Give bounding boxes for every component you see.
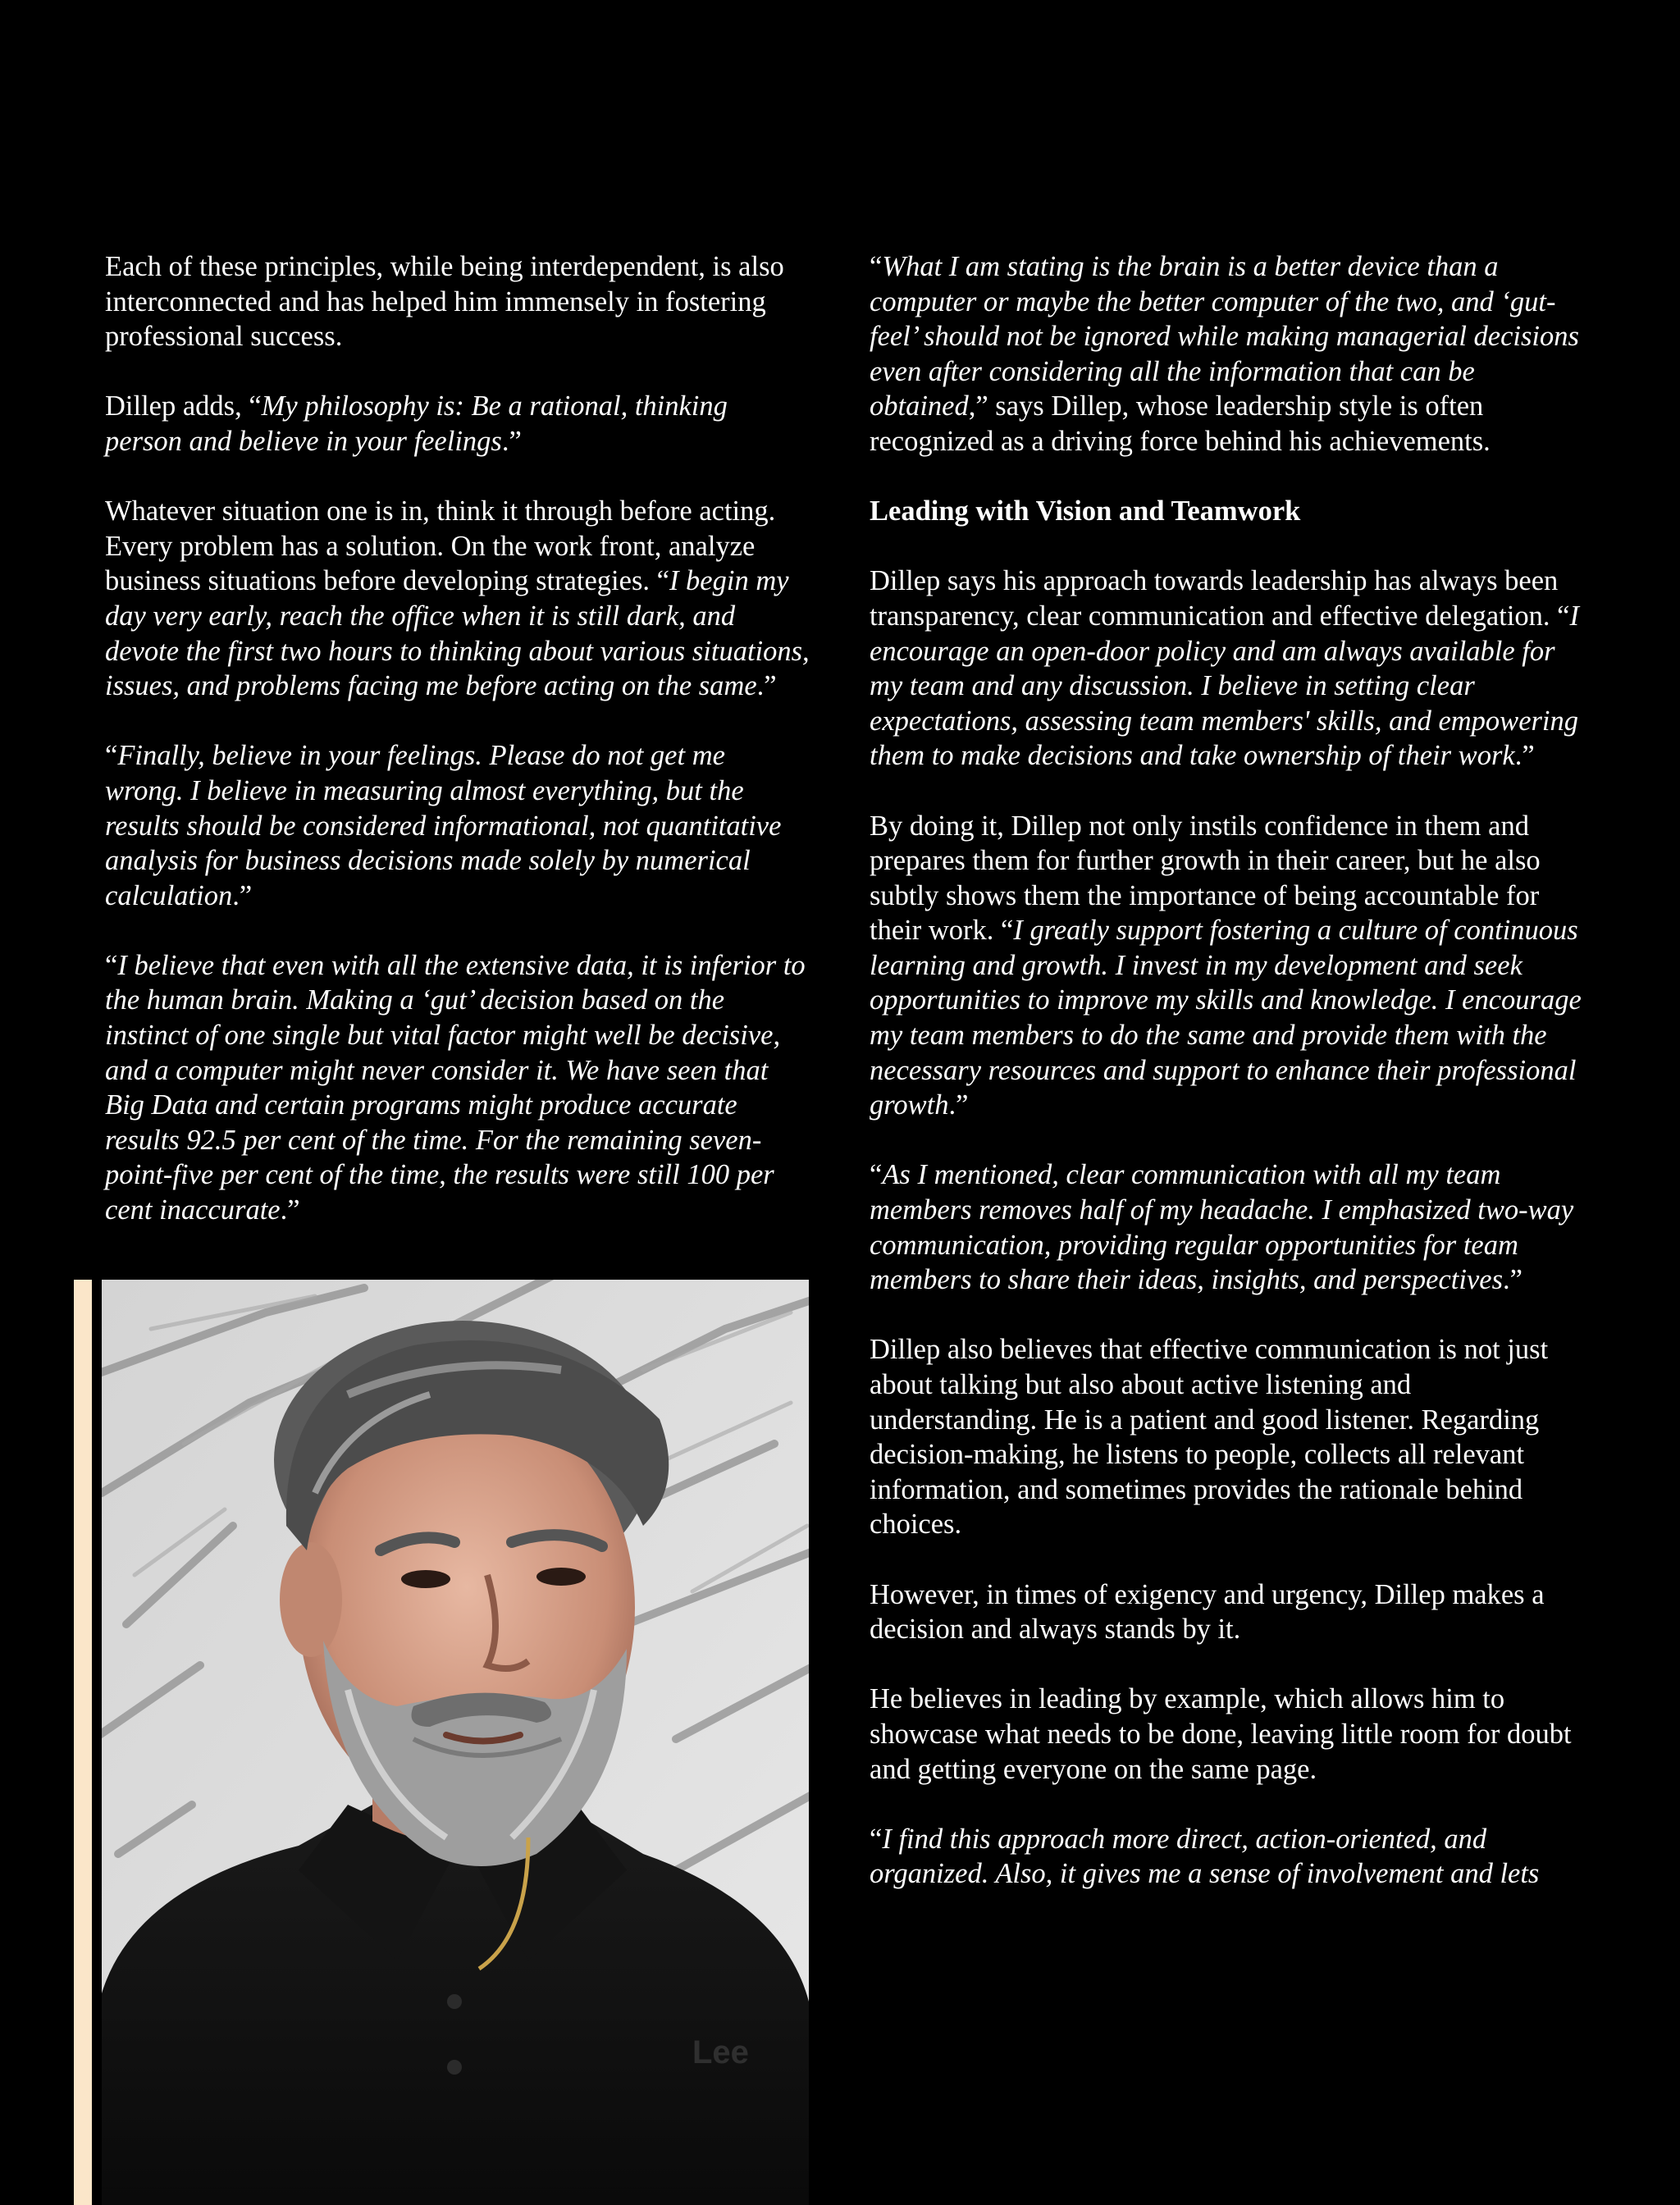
quote: I find this approach more direct, action-oriented, and organized. Also, it gives me a sense of involvement and lets	[870, 1823, 1540, 1890]
paragraph: “I believe that even with all the extensive data, it is inferior to the human brain. Making a ‘gut’ decision based on the instinct of one single but vital factor might well be decisive, and a computer might never consider it. We have seen that Big Data and certain programs might produce accurate results 92.5 per cent of the time. For the remaining seven-point-five per cent of the time, the results were still 100 per cent inaccurate.”	[105, 949, 806, 1226]
paragraph: However, in times of exigency and urgency, Dillep makes a decision and always stands by it.	[870, 1578, 1545, 1646]
quote: Finally, believe in your feelings. Please do not get me wrong. I believe in measuring almost everything, but the results should be considered informational, not quantitative analysis for business decisions made solely by numerical calculation	[105, 740, 782, 911]
quote: I greatly support fostering a culture of continuous learning and growth. I invest in my development and seek opportunities to improve my skills and knowledge. I encourage my team members to do the same and provide them with the necessary resources and support to enhance their professional growth	[870, 915, 1582, 1121]
paragraph: Dillep says his approach towards leadership has always been transparency, clear communication and effective delegation. “I encourage an open-door policy and am always available for my team and any discussion. I believe in setting clear expectations, assessing team members' skills, and empowering them to make decisions and take ownership of their work.”	[870, 565, 1579, 772]
paragraph: “Finally, believe in your feelings. Please do not get me wrong. I believe in measuring almost everything, but the results should be considered informational, not quantitative analysis for business decisions made solely by numerical calculation.”	[105, 740, 782, 911]
portrait-photo	[102, 1280, 809, 2205]
quote: I begin my day very early, reach the office when it is still dark, and devote the first two hours to thinking about various situations, issues, and problems facing me before acting on the same	[105, 565, 810, 702]
paragraph: “What I am stating is the brain is a better device than a computer or maybe the better computer of the two, and ‘gut-feel’ should not be ignored while making managerial decisions even after considering all the information that can be obtained,” says Dillep, whose leadership style is often recognized as a driving force behind his achievements.	[870, 251, 1579, 457]
paragraph: “I find this approach more direct, action-oriented, and organized. Also, it gives me a sense of involvement and lets	[870, 1823, 1540, 1890]
paragraph: Dillep also believes that effective communication is not just about talking but also about active listening and understanding. He is a patient and good listener. Regarding decision-making, he listens to people, collects all relevant information, and sometimes provides the rationale behind choices.	[870, 1334, 1549, 1541]
portrait-illustration	[102, 1280, 809, 2205]
section-heading: Leading with Vision and Teamwork	[870, 495, 1301, 527]
quote: As I mentioned, clear communication with all my team members removes half of my headache. I emphasized two-way communication, providing regular opportunities for team members to share their ideas, insights, and perspectives	[870, 1159, 1574, 1296]
paragraph: Dillep adds, “My philosophy is: Be a rational, thinking person and believe in your feelings.”	[105, 390, 728, 457]
paragraph: He believes in leading by example, which allows him to showcase what needs to be done, leaving little room for doubt and getting everyone on the same page.	[870, 1683, 1572, 1785]
quote: I believe that even with all the extensive data, it is inferior to the human brain. Making a ‘gut’ decision based on the instinct of one single but vital factor might well be decisive, and a computer might never consider it. We have seen that Big Data and certain programs might produce accurate results 92.5 per cent of the time. For the remaining seven-point-five per cent of the time, the results were still 100 per cent inaccurate	[105, 949, 806, 1226]
photo-accent-bar	[74, 1280, 92, 2205]
paragraph: By doing it, Dillep not only instils confidence in them and prepares them for further growth in their career, but he also subtly shows them the importance of being accountable for their work. “I greatly support fostering a culture of continuous learning and growth. I invest in my development and seek opportunities to improve my skills and knowledge. I encourage my team members to do the same and provide them with the necessary resources and support to enhance their professional growth.”	[870, 810, 1582, 1121]
paragraph: “As I mentioned, clear communication with all my team members removes half of my headache. I emphasized two-way communication, providing regular opportunities for team members to share their ideas, insights, and perspectives.”	[870, 1159, 1574, 1296]
paragraph: Each of these principles, while being interdependent, is also interconnected and has helped him immensely in fostering professional success.	[105, 251, 784, 353]
right-column	[870, 249, 1583, 1892]
paragraph: Whatever situation one is in, think it through before acting. Every problem has a solution. On the work front, analyze business situations before developing strategies. “I begin my day very early, reach the office when it is still dark, and devote the first two hours to thinking about various situations, issues, and problems facing me before acting on the same.”	[105, 495, 810, 702]
quote: What I am stating is the brain is a better device than a computer or maybe the better computer of the two, and ‘gut-feel’ should not be ignored while making managerial decisions even after considering all the information that can be obtained	[870, 251, 1579, 422]
quote: I encourage an open-door policy and am always available for my team and any discussion. I believe in setting clear expectations, assessing team members' skills, and empowering them to make decisions and take ownership of their work	[870, 600, 1579, 772]
quote: My philosophy is: Be a rational, thinking person and believe in your feelings	[105, 390, 728, 457]
shirt-logo: Lee	[692, 2034, 749, 2070]
left-column	[105, 249, 810, 1228]
